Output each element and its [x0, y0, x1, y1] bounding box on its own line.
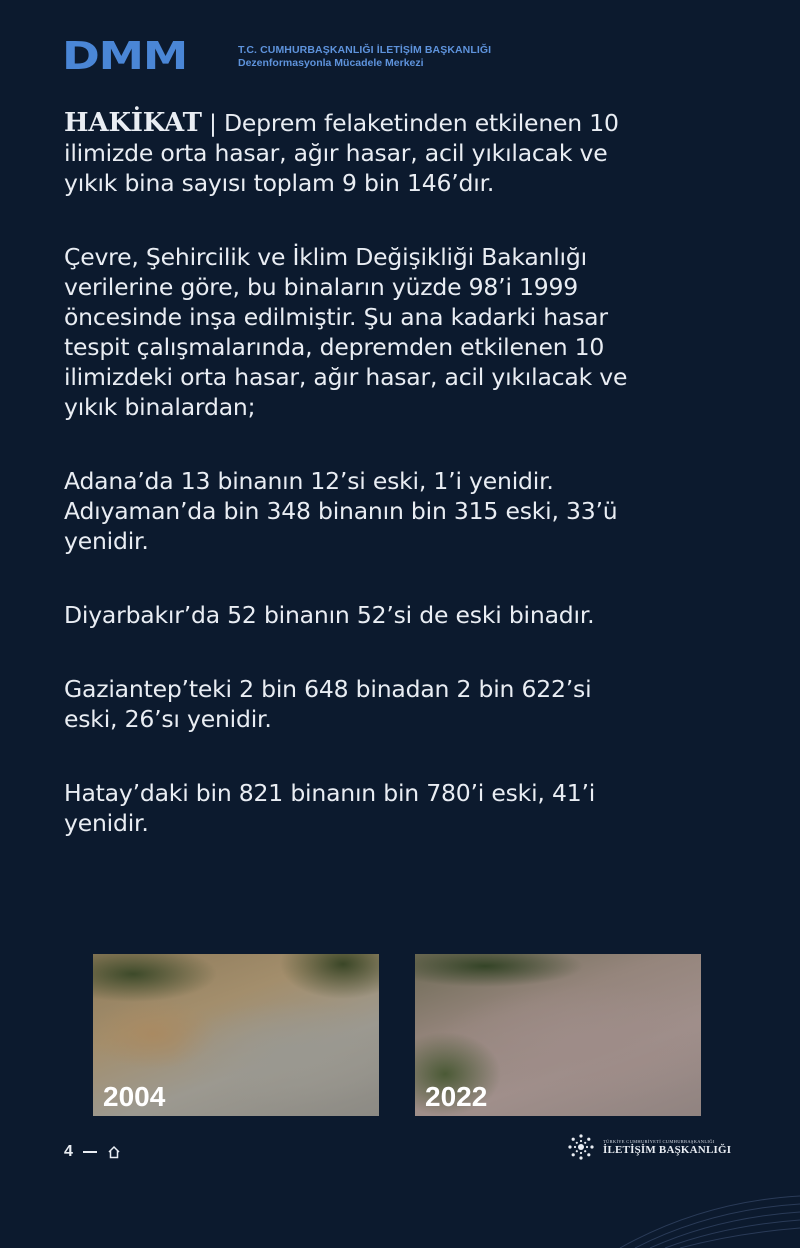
lead-paragraph: [64, 108, 644, 198]
brand-title: İLETİŞİM BAŞKANLIĞI: [603, 1143, 732, 1156]
paragraph: Gaziantep’teki 2 bin 648 binadan 2 bin 622’si eski, 26’sı yenidir.: [64, 675, 592, 733]
lead-text: Deprem felaketinden etkilenen 10 ilimizde orta hasar, ağır hasar, acil yıkılacak ve yıkık bina sayısı toplam 9 bin 146’dır.: [64, 109, 619, 197]
paragraph: Diyarbakır’da 52 binanın 52’si de eski binadır.: [64, 601, 595, 629]
paragraph: Çevre, Şehircilik ve İklim Değişikliği Bakanlığı verilerine göre, bu binaların yüzde 98’i 1999 öncesinde inşa edilmiştir. Şu ana kadarki hasar tespit çalışmalarında, depremden etkilenen 10 ilimizdeki orta hasar, ağır hasar, acil yıkılacak ve yıkık binalardan;: [64, 243, 628, 421]
satellite-image-2004: [93, 954, 379, 1116]
dmm-logo: DMM: [62, 34, 188, 78]
satellite-comparison: [93, 954, 703, 1116]
article-body: [64, 108, 644, 882]
paragraph: Adana’da 13 binanın 12’si eski, 1’i yenidir. Adıyaman’da bin 348 binanın bin 315 eski, 33’ü yenidir.: [64, 467, 618, 555]
paragraph: Hatay’daki bin 821 binanın bin 780’i eski, 41’i yenidir.: [64, 779, 596, 837]
decorative-waves: [560, 1170, 800, 1248]
header-text: [238, 44, 491, 69]
brand-subtitle: TÜRKİYE CUMHURİYETİ CUMHURBAŞKANLIĞI: [603, 1138, 715, 1144]
separator: |: [209, 109, 217, 137]
brand-footer: [566, 1132, 731, 1162]
iletisim-emblem-icon: [566, 1132, 596, 1162]
home-icon[interactable]: [107, 1145, 121, 1159]
org-name: T.C. CUMHURBAŞKANLIĞI İLETİŞİM BAŞKANLIĞI: [238, 43, 492, 56]
page-footer: [64, 1143, 121, 1161]
brand-text: [603, 1139, 731, 1156]
header: [62, 34, 492, 78]
dash-divider: [83, 1151, 97, 1153]
satellite-image-2022: [415, 954, 701, 1116]
year-label: 2022: [425, 1081, 488, 1112]
hakikat-label: HAKİKAT: [64, 108, 202, 138]
center-name: Dezenformasyonla Mücadele Merkezi: [238, 56, 424, 69]
year-label: 2004: [103, 1081, 166, 1112]
page-number: 4: [64, 1143, 73, 1160]
